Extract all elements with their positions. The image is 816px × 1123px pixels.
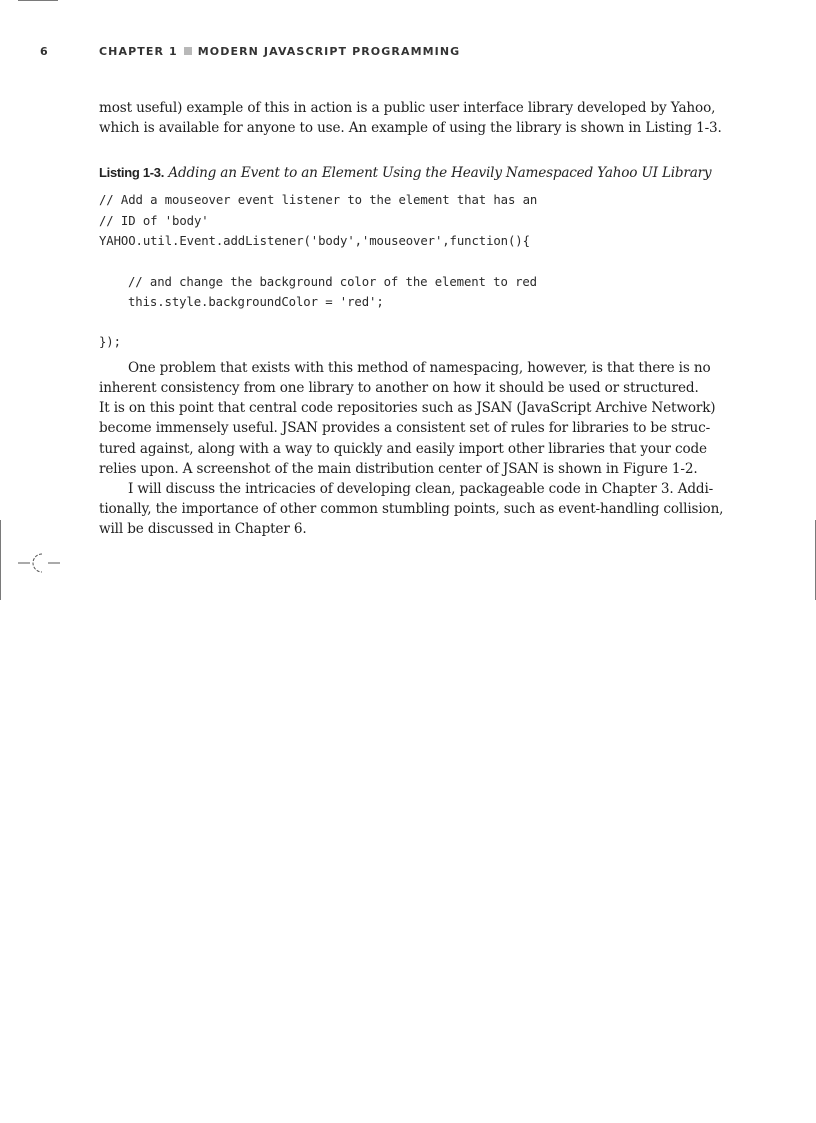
code-line <box>99 312 719 332</box>
code-line: }); <box>99 335 121 350</box>
listing-caption <box>99 163 719 183</box>
listing-label: Listing 1-3. <box>99 165 165 181</box>
code-line: // Add a mouseover event listener to the element that has an <box>99 193 538 208</box>
body-paragraph <box>99 479 724 540</box>
code-line: YAHOO.util.Event.addListener('body','mouseover',function(){ <box>99 234 530 248</box>
text-line: most useful) example of this in action is a public user interface library developed by Yahoo, <box>99 100 716 116</box>
text-line: inherent consistency from one library to another on how it should be used or structured. <box>99 379 699 396</box>
text-line: will be discussed in Chapter 6. <box>99 521 307 538</box>
crop-mark-top <box>18 0 58 1</box>
page-content <box>99 98 724 540</box>
text-line: which is available for anyone to use. An example of using the library is shown in Listing 1-3. <box>99 120 722 137</box>
listing-title: Adding an Event to an Element Using the Heavily Namespaced Yahoo UI Library <box>168 165 712 182</box>
chapter-label: CHAPTER 1 <box>99 44 178 58</box>
code-line <box>99 251 719 271</box>
crop-mark-left <box>0 520 1 600</box>
page-number: 6 <box>40 44 49 58</box>
registration-mark-icon <box>18 551 60 575</box>
text-line: relies upon. A screenshot of the main distribution center of JSAN is shown in Figure 1-2. <box>99 460 698 477</box>
chapter-title: MODERN JAVASCRIPT PROGRAMMING <box>197 44 461 58</box>
running-header <box>40 43 460 59</box>
code-listing <box>99 190 719 352</box>
text-line: become immensely useful. JSAN provides a consistent set of rules for libraries to be struc- <box>99 420 711 437</box>
code-line: // and change the background color of the element to red <box>128 274 537 289</box>
text-line: tionally, the importance of other common stumbling points, such as event-handling collision, <box>99 501 724 518</box>
text-line: One problem that exists with this method of namespacing, however, is that there is no <box>128 359 711 376</box>
text-line: It is on this point that central code repositories such as JSAN (JavaScript Archive Network) <box>99 400 716 417</box>
text-line: tured against, along with a way to quickly and easily import other libraries that your code <box>99 440 707 457</box>
intro-paragraph <box>99 98 722 138</box>
code-line: // ID of 'body' <box>99 213 209 228</box>
header-square-icon <box>184 47 192 55</box>
code-line: this.style.backgroundColor = 'red'; <box>128 294 384 309</box>
text-line: I will discuss the intricacies of developing clean, packageable code in Chapter 3. Addi- <box>128 481 714 497</box>
body-paragraph <box>99 358 719 479</box>
